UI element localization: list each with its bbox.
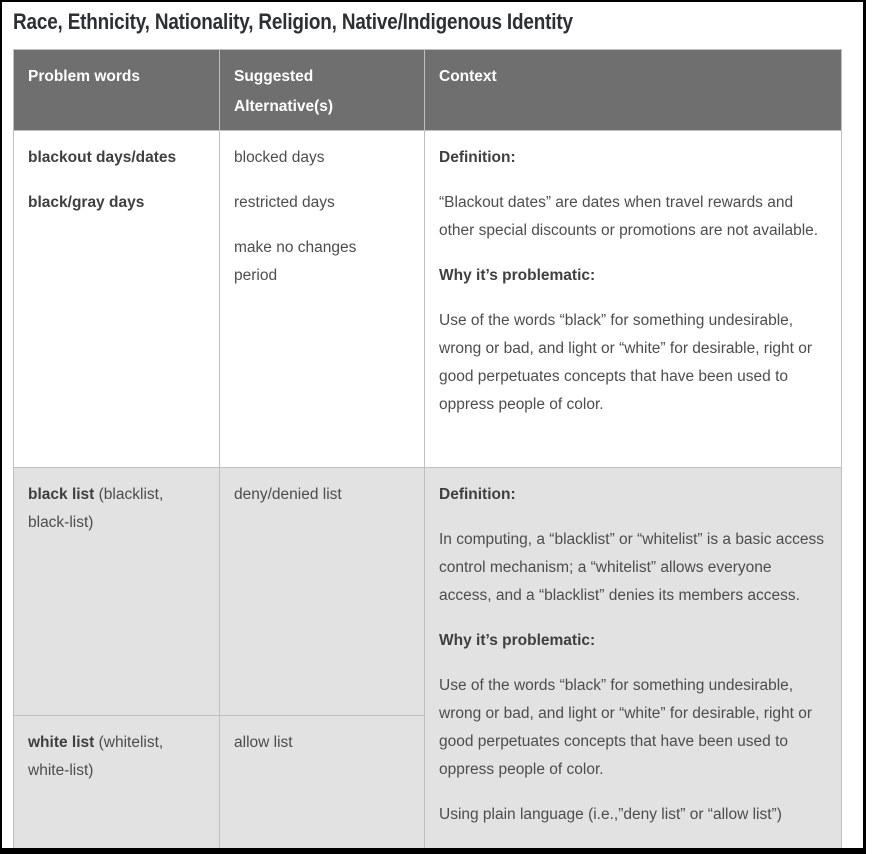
col-header-label: Problem words [28,68,140,85]
alternatives-cell [220,131,425,468]
definition-text: “Blackout dates” are dates when travel rewards and other special discounts or promotions are not available. [439,194,819,239]
definition-text: In computing, a “blacklist” or “whitelist” is a basic access control mechanism; a “whitelist” allows everyone access, and a “blacklist” denies its members access. [439,531,825,604]
problematic-label: Why it’s problematic: [439,632,596,649]
alternative: restricted days [234,194,335,211]
additional-text: Using plain language (i.e.,”deny list” or “allow list”) [439,806,782,823]
context-cell-merged [425,468,842,854]
problem-word [28,481,205,537]
context-cell [425,131,842,468]
problem-word-term: black list [28,486,95,503]
alternative: blocked days [234,149,325,166]
problem-word: black/gray days [28,194,145,211]
col-header-suggested-alternatives [220,50,425,131]
problem-words-cell [14,716,220,854]
table-row-black-list [14,468,842,716]
col-header-context [425,50,842,131]
problematic-text: Use of the words “black” for something undesirable, wrong or bad, and light or “white” for desirable, right or good perpetuates concepts that have been used to oppress people of color. [439,677,813,778]
problem-word-term: white list [28,734,95,751]
col-header-label: Suggested Alternative(s) [234,68,334,115]
problem-words-cell [14,131,220,468]
problematic-label: Why it’s problematic: [439,267,596,284]
problem-word-variants: (whitelist, white-list) [28,734,164,779]
problem-word [28,729,205,785]
alternative: deny/denied list [234,486,342,503]
col-header-problem-words [14,50,220,131]
terminology-table [13,49,842,854]
definition-label: Definition: [439,149,516,166]
alternative: make no changes period [234,239,357,284]
alternatives-cell [220,716,425,854]
alternative: allow list [234,734,293,751]
problem-word-variants: (blacklist, black-list) [28,486,164,531]
page-title: Race, Ethnicity, Nationality, Religion, Native/Indigenous Identity [13,9,573,34]
col-header-label: Context [439,68,497,85]
problem-word: blackout days/dates [28,149,177,166]
table-header-row [14,50,842,131]
definition-label: Definition: [439,486,516,503]
table-row-blackout-days [14,131,842,468]
problem-words-cell [14,468,220,716]
alternatives-cell [220,468,425,716]
problematic-text: Use of the words “black” for something undesirable, wrong or bad, and light or “white” for desirable, right or good perpetuates concepts that have been used to oppress people of color. [439,312,813,413]
